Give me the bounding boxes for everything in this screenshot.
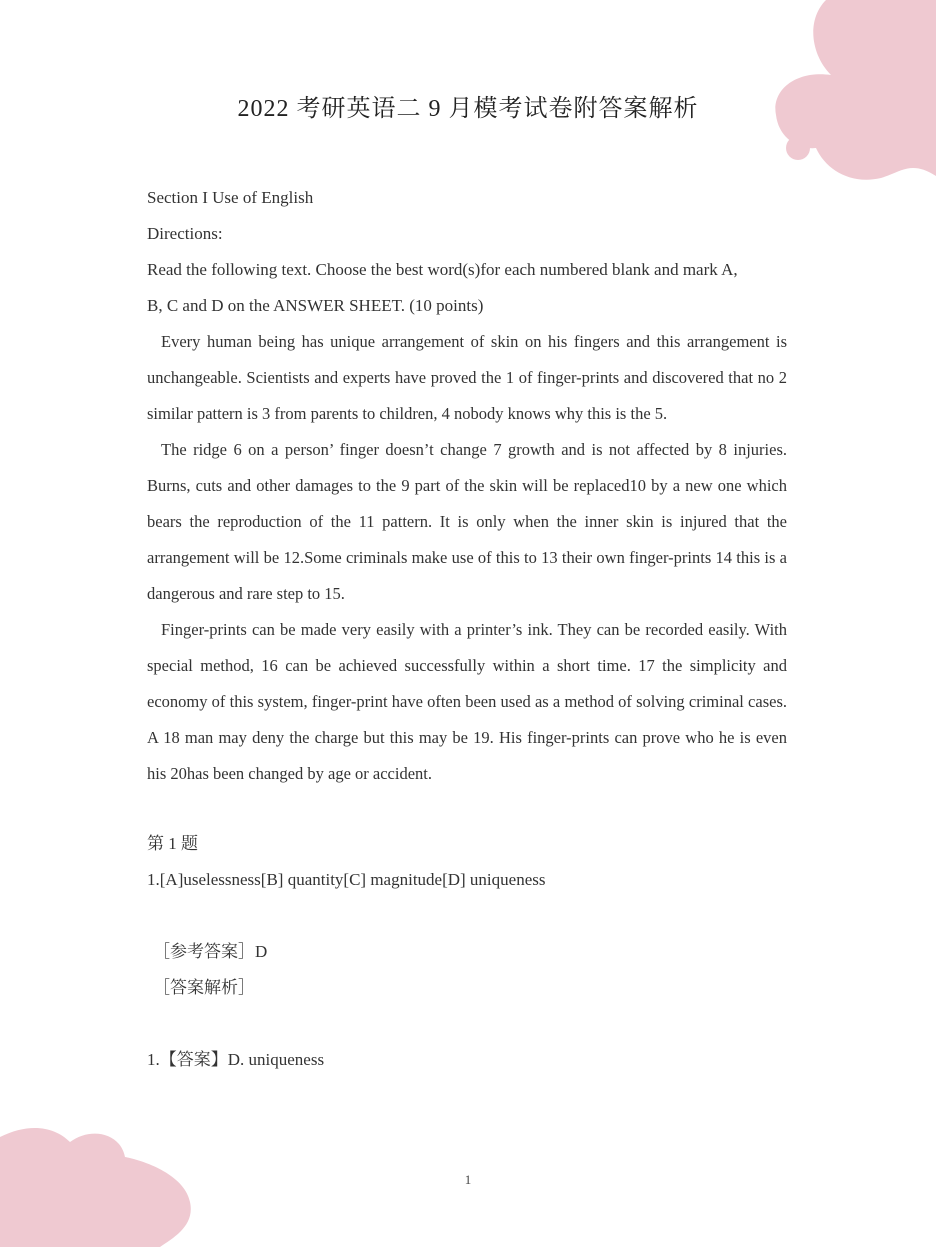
page-number: 1 xyxy=(464,1172,472,1187)
passage-paragraph-1: Every human being has unique arrangement of skin on his fingers and this arrangement is unchangeable. Scientists and experts have proved the 1 of finger-prints and discovered that no 2 similar pattern is 3 from parents to children, 4 nobody knows why this is the 5. xyxy=(147,332,787,423)
directions-label: Directions: xyxy=(147,224,223,243)
passage-paragraph-2: The ridge 6 on a person’ finger doesn’t change 7 growth and is not affected by 8 injuries. Burns, cuts and other damages to the 9 part of the skin will be replaced10 by a new one which bears the reproduction of the 11 pattern. It is only when the inner skin is injured that the arrangement will be 12.Some criminals make use of this to 13 their own finger-prints 14 this is a dangerous and rare step to 15. xyxy=(147,440,787,603)
directions-line-2: B, C and D on the ANSWER SHEET. (10 points) xyxy=(147,296,484,315)
question-heading: 第 1 题 xyxy=(147,834,198,853)
reference-answer: ［参考答案］D xyxy=(153,942,268,961)
passage-paragraph-3: Finger-prints can be made very easily with a printer’s ink. They can be recorded easily. With special method, 16 can be achieved successfully within a short time. 17 the simplicity and economy of this system, finger-print have often been used as a method of solving criminal cases. A 18 man may deny the charge but this may be 19. His finger-prints can prove who he is even his 20has been changed by age or accident. xyxy=(147,620,787,783)
directions-line-1: Read the following text. Choose the best word(s)for each numbered blank and mark A, xyxy=(147,260,738,279)
answer-line: 1.【答案】D. uniqueness xyxy=(147,1050,325,1069)
question-options: 1.[A]uselessness[B] quantity[C] magnitude[D] uniqueness xyxy=(147,870,546,889)
blob-dot xyxy=(786,136,810,160)
document-body xyxy=(147,180,787,1078)
section-heading: Section I Use of English xyxy=(147,188,314,207)
document-title: 2022 考研英语二 9 月模考试卷附答案解析 xyxy=(237,96,699,122)
answer-analysis-label: ［答案解析］ xyxy=(153,978,255,997)
